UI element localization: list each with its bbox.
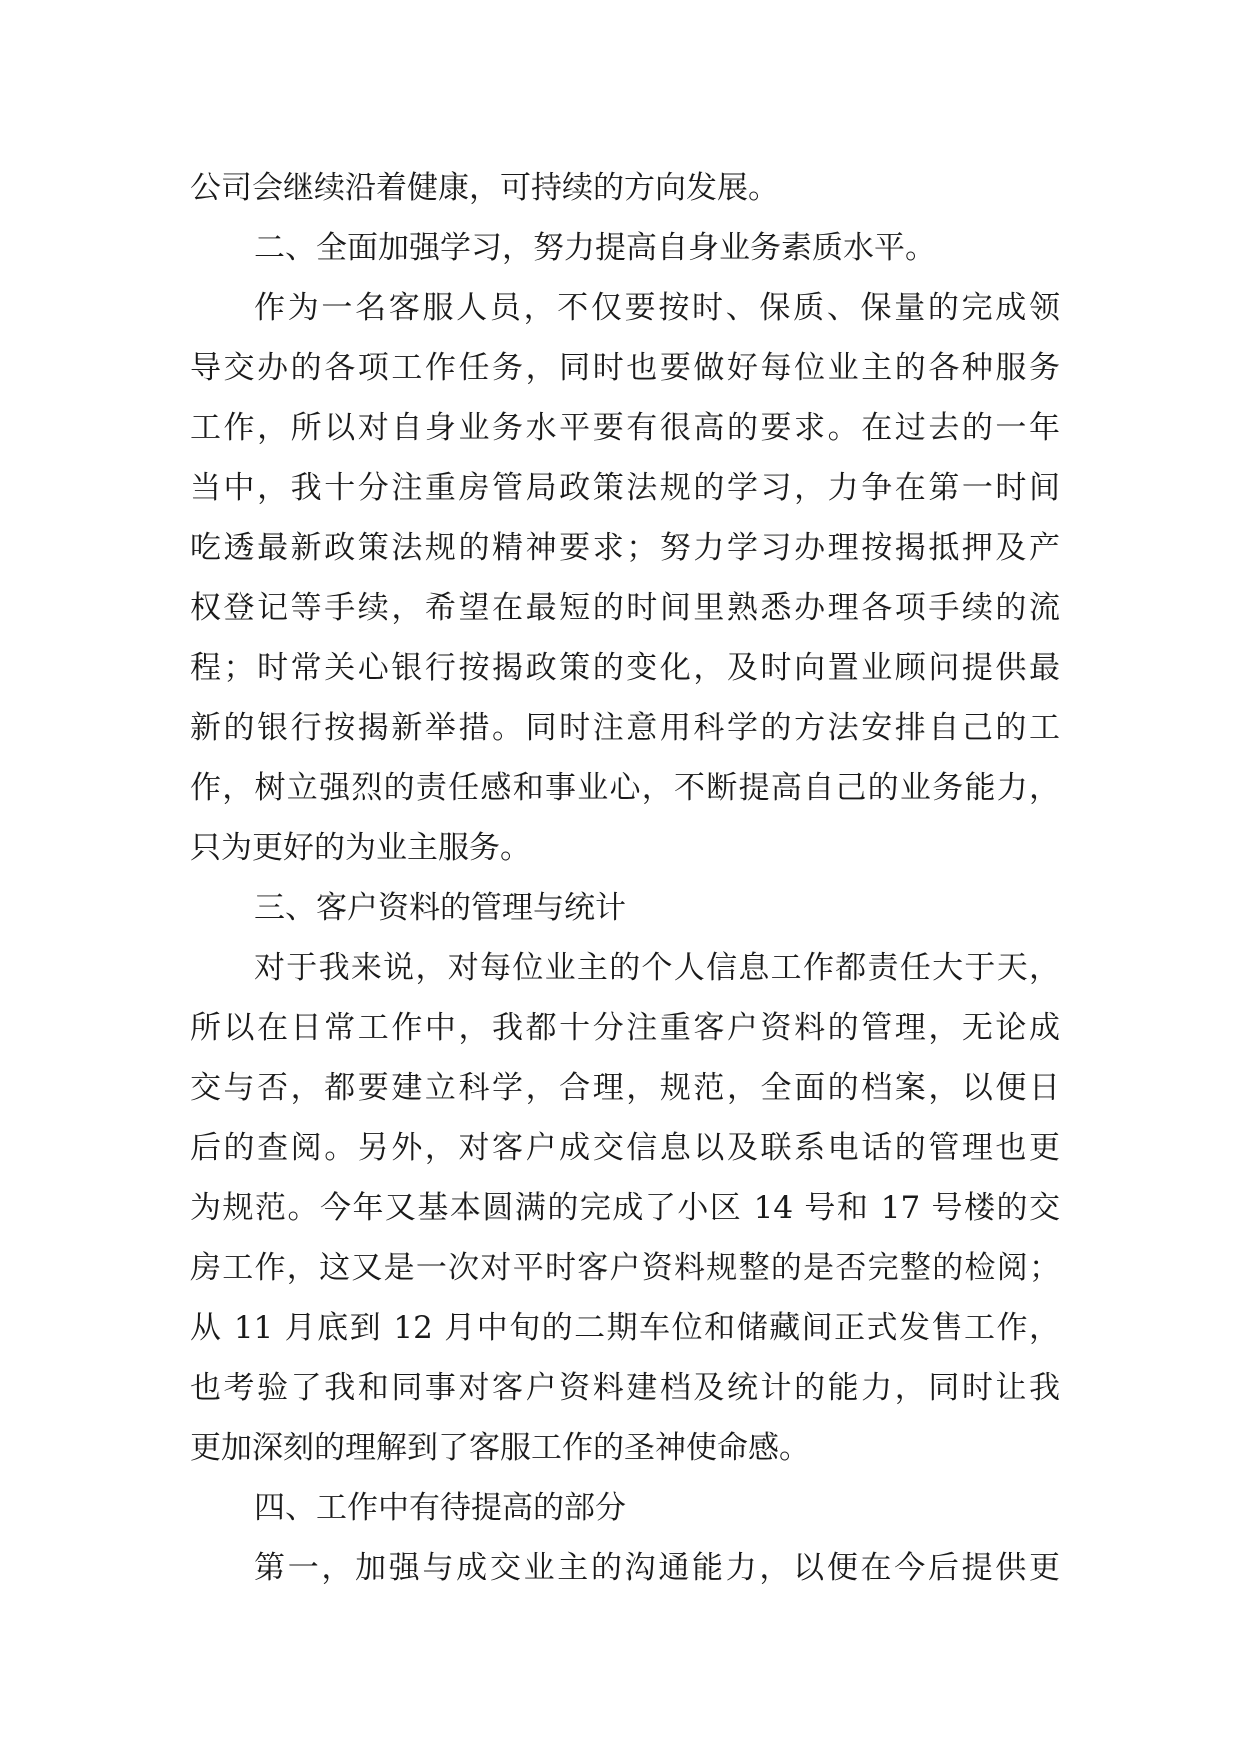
text-line: 后的查阅。另外，对客户成交信息以及联系电话的管理也更 [190,1130,1060,1166]
text-line: 为规范。今年又基本圆满的完成了小区 14 号和 17 号楼的交 [190,1190,1060,1226]
section-heading-2: 二、全面加强学习，努力提高自身业务素质水平。 [254,230,936,266]
text-line: 导交办的各项工作任务，同时也要做好每位业主的各种服务 [190,350,1060,386]
text-line: 更加深刻的理解到了客服工作的圣神使命感。 [190,1430,810,1466]
text-line: 公司会继续沿着健康，可持续的方向发展。 [190,170,779,206]
text-line: 当中，我十分注重房管局政策法规的学习，力争在第一时间 [190,470,1060,506]
text-line: 作为一名客服人员，不仅要按时、保质、保量的完成领 [254,290,1060,326]
text-line: 吃透最新政策法规的精神要求；努力学习办理按揭抵押及产 [190,530,1060,566]
text-line: 交与否，都要建立科学，合理，规范，全面的档案，以便日 [190,1070,1060,1106]
text-line: 权登记等手续，希望在最短的时间里熟悉办理各项手续的流 [190,590,1060,626]
text-line: 所以在日常工作中，我都十分注重客户资料的管理，无论成 [190,1010,1060,1046]
text-line: 对于我来说，对每位业主的个人信息工作都责任大于天， [254,950,1060,986]
text-line: 第一，加强与成交业主的沟通能力，以便在今后提供更 [254,1550,1060,1586]
text-line: 从 11 月底到 12 月中旬的二期车位和储藏间正式发售工作， [190,1310,1060,1346]
section-heading-4: 四、工作中有待提高的部分 [254,1490,626,1526]
section-heading-3: 三、客户资料的管理与统计 [254,890,626,926]
text-line: 作，树立强烈的责任感和事业心，不断提高自己的业务能力， [190,770,1060,806]
text-line: 也考验了我和同事对客户资料建档及统计的能力，同时让我 [190,1370,1060,1406]
document-body [190,158,1060,1598]
text-line: 新的银行按揭新举措。同时注意用科学的方法安排自己的工 [190,710,1060,746]
text-line: 房工作，这又是一次对平时客户资料规整的是否完整的检阅； [190,1250,1060,1286]
text-line: 只为更好的为业主服务。 [190,830,531,866]
text-line: 程；时常关心银行按揭政策的变化，及时向置业顾问提供最 [190,650,1060,686]
text-line: 工作，所以对自身业务水平要有很高的要求。在过去的一年 [190,410,1060,446]
